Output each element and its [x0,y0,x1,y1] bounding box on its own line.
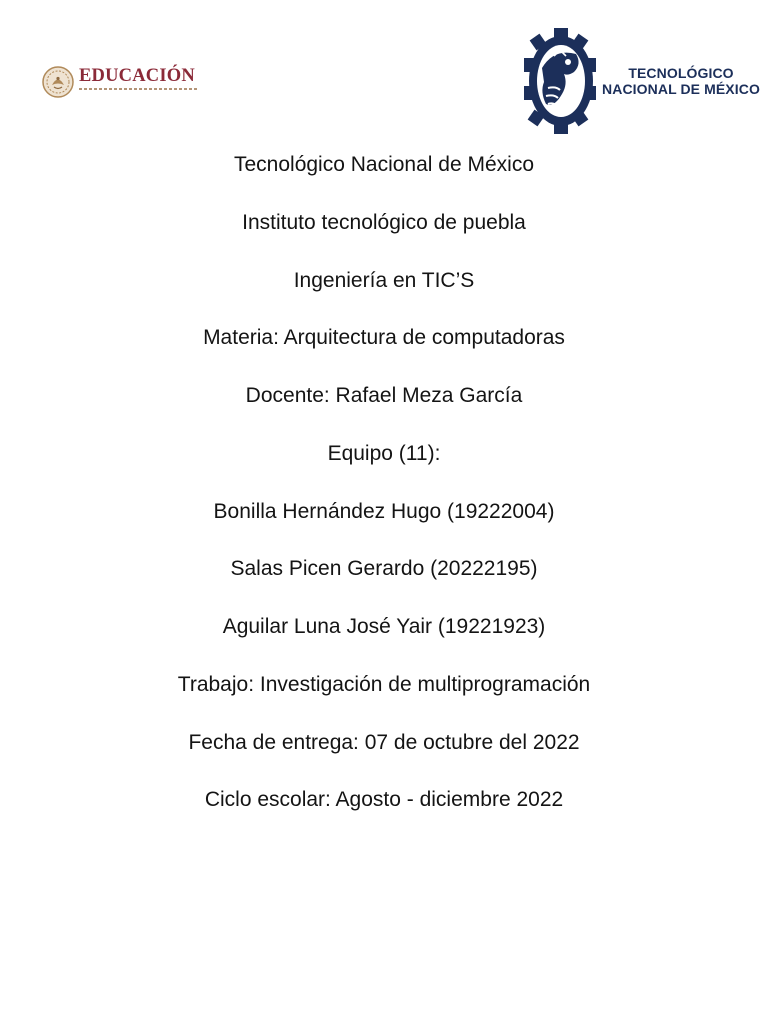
tecnm-logo [524,28,760,134]
institution-line: Tecnológico Nacional de México [234,153,534,176]
school-cycle-line: Ciclo escolar: Agosto - diciembre 2022 [204,788,564,811]
member-line: Bonilla Hernández Hugo (19222004) [213,500,555,523]
sep-educacion-logo [42,64,202,100]
tecnm-name-line2: NACIONAL DE MÉXICO [602,81,760,97]
tecnm-gear-emblem-icon [524,28,596,134]
team-line: Equipo (11): [327,442,441,465]
member-line: Aguilar Luna José Yair (19221923) [222,615,546,638]
sep-subtitle [79,88,199,90]
sep-wordmark: EDUCACIÓN [79,66,195,86]
member-line: Salas Picen Gerardo (20222195) [230,557,538,580]
campus-line: Instituto tecnológico de puebla [242,211,526,234]
tecnm-name [602,65,760,97]
subject-line: Materia: Arquitectura de computadoras [203,326,565,349]
career-line: Ingeniería en TIC’S [293,269,475,292]
mexico-seal-icon [42,66,74,98]
tecnm-name-line1: TECNOLÓGICO [628,65,734,81]
due-date-line: Fecha de entrega: 07 de octubre del 2022 [188,731,580,754]
teacher-line: Docente: Rafael Meza García [245,384,523,407]
work-line: Trabajo: Investigación de multiprogramación [177,673,591,696]
